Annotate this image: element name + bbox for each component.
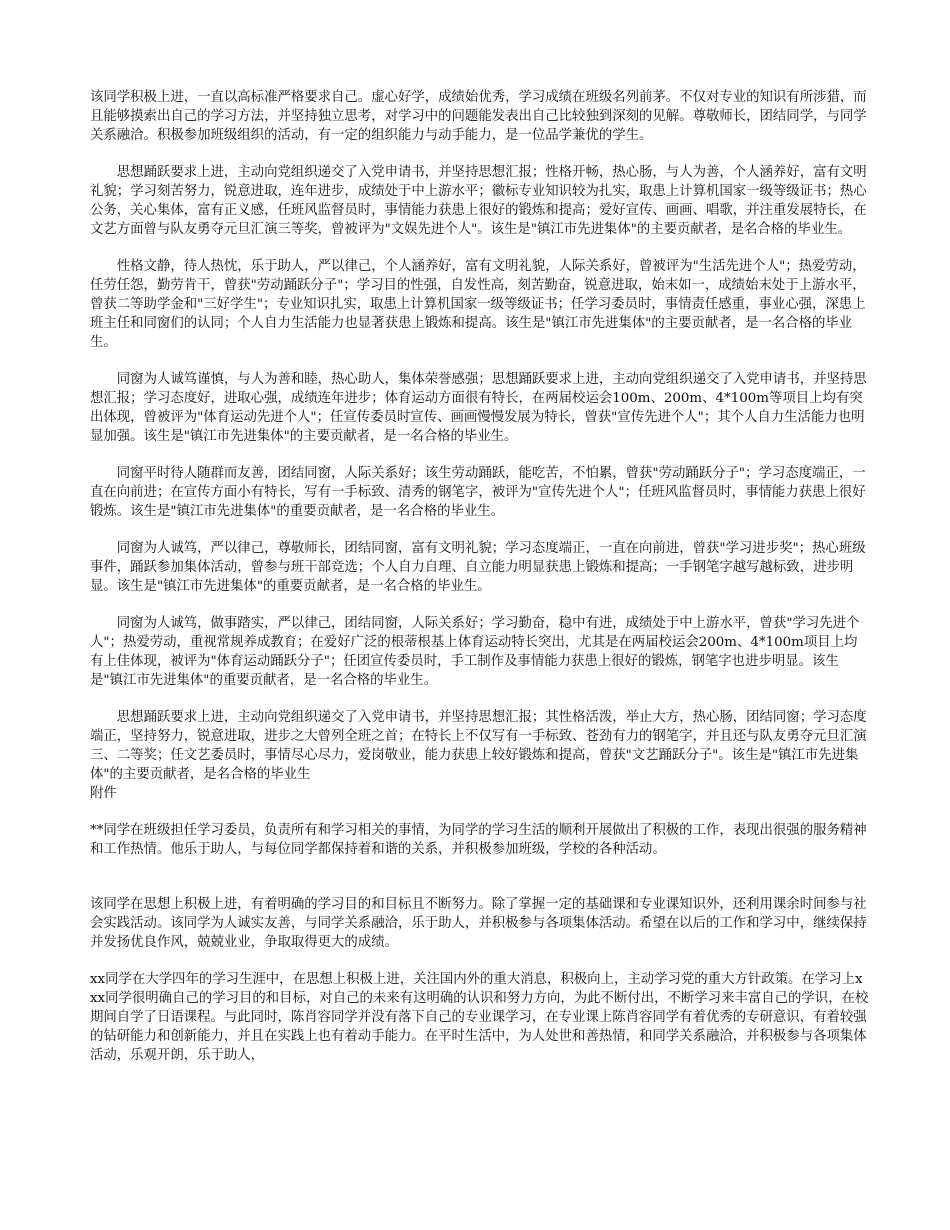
attachment-paragraph-2: 该同学在思想上积极上进，有着明确的学习目的和目标且不断努力。除了掌握一定的基础课和专业课知识外，还利用课余时间参与社会实践活动。该同学为人诚实友善，与同学关系融洽，乐于助人，并积极参与各项集体活动。希望在以后的工作和学习中，继续保持并发扬优良作风，兢兢业业，争取取得更大的成绩。: [90, 897, 867, 950]
evaluation-paragraph-6: 同窗为人诚笃，严以律己，尊敬师长，团结同窗，富有文明礼貌；学习态度端正，一直在向前进，曾获"学习进步奖"；热心班级事件，踊跃参加集体活动，曾参与班干部竞选；个人自力自理、自立能力明显获患上锻炼和提高；一手钢笔字越写越标致，进步明显。该生是"镇江市先进集体"的重要贡献者，是一名合格的毕业生。: [90, 541, 866, 594]
evaluation-paragraph-4: 同窗为人诚笃谨慎，与人为善和睦，热心助人，集体荣誉感强；思想踊跃要求上进，主动向党组织递交了入党申请书，并坚持思想汇报；学习态度好，进取心强，成绩连年进步；体育运动方面很有特长，在两届校运会100m、200m、4*100m等项目上均有突出体现，曾被评为"体育运动先进个人"；任宣传委员时宣传、画画慢慢发展为特长，曾获"宣传先进个人"；其个人自力生活能力也明显加强。该生是"镇江市先进集体"的主要贡献者，是一名合格的毕业生。: [90, 372, 867, 444]
evaluation-paragraph-8: 思想踊跃要求上进，主动向党组织递交了入党申请书，并坚持思想汇报；其性格活泼，举止大方，热心肠，团结同窗；学习态度端正，坚持努力，锐意进取，进步之大曾列全班之首；在特长上不仅写有一手标致、苍劲有力的钢笔字，并且还与队友勇夺元旦汇演三、二等奖；任文艺委员时，事情尽心尽力，爱岗敬业，能力获患上较好锻炼和提高，曾获"文艺踊跃分子"。该生是"镇江市先进集体"的主要贡献者，是名合格的毕业生: [90, 710, 867, 782]
document-page: [90, 88, 870, 1083]
attachment-paragraph-1: **同学在班级担任学习委员，负责所有和学习相关的事情，为同学的学习生活的顺利开展做出了积极的工作，表现出很强的服务精神和工作热情。他乐于助人，与每位同学都保持着和谐的关系，并积极参加班级，学校的各种活动。: [90, 823, 867, 857]
evaluation-paragraph-7: 同窗为人诚笃，做事踏实，严以律己，团结同窗，人际关系好；学习勤奋，稳中有进，成绩处于中上游水平，曾获"学习先进个人"；热爱劳动，重视常规养成教育；在爱好广泛的根蒂根基上体育运动特长突出，尤其是在两届校运会200m、4*100m项目上均有上佳体现，被评为"体育运动踊跃分子"；任团宣传委员时，手工制作及事情能力获患上很好的锻炼，钢笔字也进步明显。该生是"镇江市先进集体"的重要贡献者，是一名合格的毕业生。: [90, 616, 860, 688]
evaluation-paragraph-3: 性格文静，待人热忱，乐于助人，严以律己，个人涵养好，富有文明礼貌，人际关系好，曾被评为"生活先进个人"；热爱劳动，任劳任怨，勤劳肯干，曾获"劳动踊跃分子"；学习目的性强，自发性高，刻苦勤奋，锐意进取，始末如一，成绩始末处于上游水平，曾获二等助学金和"三好学生"；专业知识扎实，取患上计算机国家一级等级证书；任学习委员时，事情责任感重，事业心强，深患上班主任和同窗们的认同；个人自力生活能力也显著获患上锻炼和提高。该生是"镇江市先进集体"的主要贡献者，是一名合格的毕业生。: [90, 259, 866, 350]
attachment-label: 附件: [90, 786, 117, 801]
attachment-paragraph-3: xx同学在大学四年的学习生涯中，在思想上积极上进，关注国内外的重大消息，积极向上，主动学习党的重大方针政策。在学习上xxx同学很明确自己的学习目的和目标，对自己的未来有这明确的认识和努力方向，为此不断付出，不断学习来丰富自己的学识，在校期间自学了日语课程。与此同时，陈肖容同学并没有落下自己的专业课学习，在专业课上陈肖容同学有着优秀的专研意识，有着较强的钻研能力和创新能力，并且在实践上也有着动手能力。在平时生活中，为人处世和善热情，和同学关系融洽，并积极参与各项集体活动，乐观开朗，乐于助人，: [90, 972, 869, 1063]
evaluation-paragraph-5: 同窗平时待人随群而友善，团结同窗，人际关系好；该生劳动踊跃，能吃苦，不怕累，曾获"劳动踊跃分子"；学习态度端正，一直在向前进；在宣传方面小有特长，写有一手标致、清秀的钢笔字，被评为"宣传先进个人"；任班风监督员时，事情能力获患上很好锻炼。该生是"镇江市先进集体"的重要贡献者，是一名合格的毕业生。: [90, 466, 866, 519]
evaluation-paragraph-1: 该同学积极上进，一直以高标准严格要求自己。虚心好学，成绩始优秀，学习成绩在班级名列前茅。不仅对专业的知识有所涉猎，而且能够摸索出自己的学习方法，并坚持独立思考，对学习中的问题能发表出自己比较独到深刻的见解。尊敬师长，团结同学，与同学关系融洽。积极参加班级组织的活动，有一定的组织能力与动手能力，是一位品学兼优的学生。: [90, 90, 867, 143]
evaluation-paragraph-2: 思想踊跃要求上进，主动向党组织递交了入党申请书，并坚持思想汇报；性格开畅，热心肠，与人为善，个人涵养好，富有文明礼貌；学习刻苦努力，锐意进取，连年进步，成绩处于中上游水平；徽标专业知识较为扎实，取患上计算机国家一级等级证书；热心公务，关心集体，富有正义感，任班风监督员时，事情能力获患上很好的锻炼和提高；爱好宣传、画画、唱歌，并注重发展特长，在文艺方面曾与队友勇夺元旦汇演三等奖，曾被评为"文娱先进个人"。该生是"镇江市先进集体"的主要贡献者，是名合格的毕业生。: [90, 165, 867, 237]
